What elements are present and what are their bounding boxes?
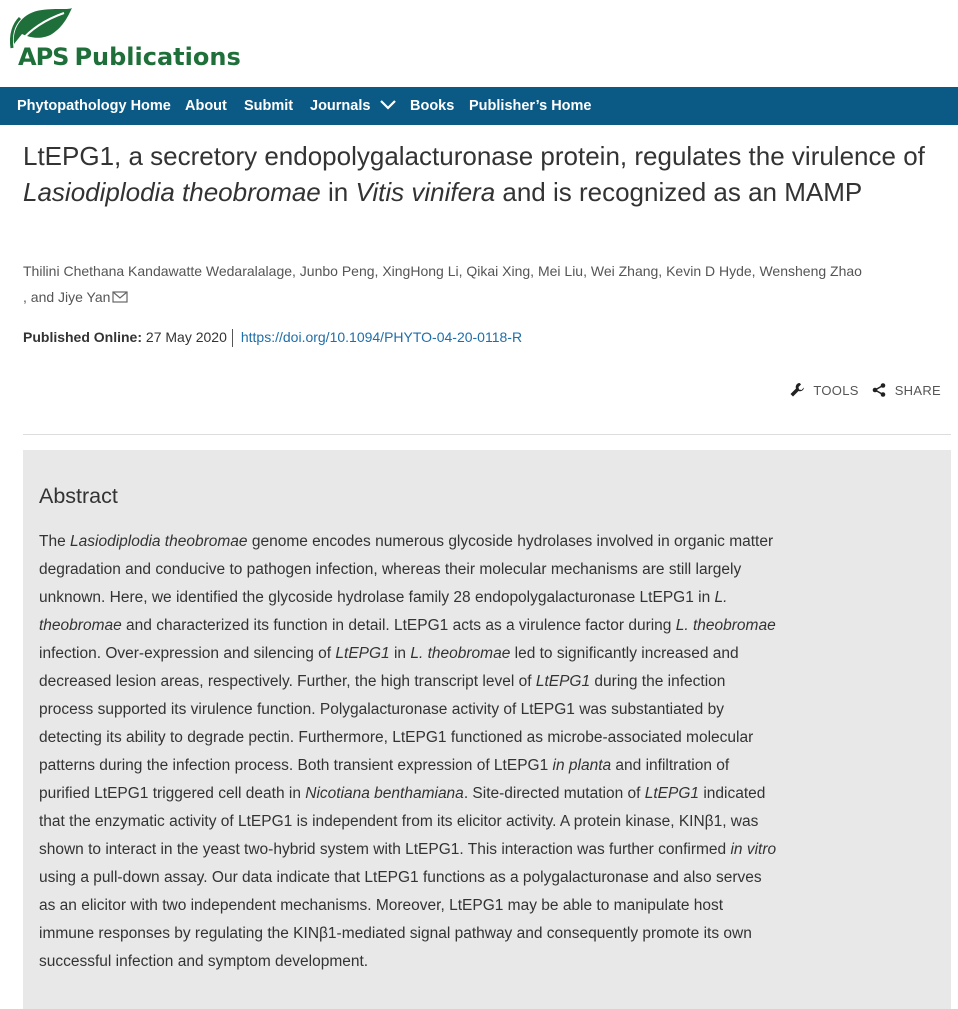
tools-label: TOOLS: [813, 382, 859, 398]
share-button[interactable]: [871, 382, 941, 398]
title-part: and is recognized as an MAMP: [495, 177, 863, 207]
published-info: [23, 327, 522, 347]
wrench-icon: [789, 382, 805, 398]
nav-journals-label: Journals: [310, 98, 371, 114]
title-part: in: [320, 177, 356, 207]
published-label: Published Online:: [23, 329, 143, 345]
abstract-italic: LtEPG1: [335, 645, 390, 662]
aps-publications-logo[interactable]: [6, 4, 241, 74]
nav-submit[interactable]: Submit: [244, 98, 294, 114]
tools-button[interactable]: [789, 382, 858, 398]
authors-last[interactable]: , and Jiye Yan: [23, 289, 111, 305]
abstract-segment: . Site-directed mutation of: [463, 785, 645, 802]
abstract-segment: infection. Over-expression and silencing of: [39, 645, 336, 662]
logo-publications: Publications: [74, 43, 241, 71]
abstract-italic: L. theobromae: [410, 645, 511, 662]
abstract-italic: in planta: [552, 757, 612, 774]
abstract-italic: Nicotiana benthamiana: [305, 785, 464, 802]
title-species-2: Vitis vinifera: [355, 177, 496, 207]
title-part: LtEPG1, a secretory endopolygalacturonase protein, regulates the virulence of: [23, 141, 925, 171]
share-label: SHARE: [894, 382, 941, 398]
article-authors: [23, 258, 893, 310]
published-date: 27 May 2020: [145, 329, 227, 345]
abstract-segment: using a pull-down assay. Our data indicate that LtEPG1 functions as a polygalacturonase and also serves as an elicitor with two independent mechanisms. Moreover, LtEPG1 may be able to manipulate host immune responses by regulating the KINβ1-mediated signal pathway and consequently promote its own successful infection and symptom development.: [39, 869, 762, 970]
abstract-section: [23, 450, 951, 1009]
abstract-segment: in: [389, 645, 411, 662]
abstract-italic: L. theobromae: [39, 589, 728, 634]
article-toolbar: [789, 378, 941, 402]
abstract-segment: The: [39, 533, 71, 550]
logo-aps: APS: [18, 43, 69, 71]
abstract-italic: in vitro: [730, 841, 777, 858]
abstract-segment: indicated that the enzymatic activity of LtEPG1 is independent from its elicitor activity. A protein kinase, KINβ1, was shown to interact in the yeast two-hybrid system with LtEPG1. This interaction was further confirmed: [39, 785, 766, 858]
abstract-heading: Abstract: [39, 484, 118, 508]
chevron-down-icon: [379, 99, 397, 111]
abstract-italic: Lasiodiplodia theobromae: [70, 533, 248, 550]
envelope-icon[interactable]: [112, 291, 128, 303]
share-icon: [871, 382, 887, 398]
nav-books[interactable]: Books: [410, 98, 455, 114]
title-species-1: Lasiodiplodia theobromae: [23, 177, 321, 207]
abstract-segment: and infiltration of purified LtEPG1 triggered cell death in: [39, 757, 730, 802]
abstract-italic: L. theobromae: [675, 617, 776, 634]
authors-list[interactable]: Thilini Chethana Kandawatte Wedaralalage, Junbo Peng, XingHong Li, Qikai Xing, Mei Liu, Wei Zhang, Kevin D Hyde, Wensheng Zhao: [23, 263, 862, 279]
article-title: [23, 138, 938, 210]
abstract-segment: and characterized its function in detail. LtEPG1 acts as a virulence factor during: [121, 617, 676, 634]
main-nav: [0, 87, 958, 125]
divider: [23, 434, 951, 435]
logo-text: [18, 43, 241, 71]
nav-phytopathology-home[interactable]: Phytopathology Home: [17, 98, 171, 114]
nav-about[interactable]: About: [185, 98, 227, 114]
abstract-segment: genome encodes numerous glycoside hydrolases involved in organic matter degradation and conducive to pathogen infection, whereas their molecular mechanisms are still largely unknown. Here, we identified the glycoside hydrolase family 28 endopolygalacturonase LtEPG1 in: [39, 533, 774, 606]
nav-publishers-home[interactable]: Publisher’s Home: [469, 98, 592, 114]
abstract-segment: led to significantly increased and decreased lesion areas, respectively. Further, the high transcript level of: [39, 645, 739, 690]
site-header: [0, 0, 958, 87]
abstract-italic: LtEPG1: [644, 785, 700, 802]
doi-link[interactable]: https://doi.org/10.1094/PHYTO-04-20-0118-R: [240, 329, 523, 345]
abstract-italic: LtEPG1: [535, 673, 591, 690]
separator: [232, 329, 233, 347]
abstract-text: [39, 528, 779, 976]
nav-journals[interactable]: [310, 87, 397, 125]
abstract-segment: during the infection process supported its virulence function. Polygalacturonase activity of LtEPG1 was substantiated by detecting its ability to degrade pectin. Furthermore, LtEPG1 functioned as microbe-associated molecular patterns during the infection process. Both transient expression of LtEPG1: [39, 673, 754, 774]
